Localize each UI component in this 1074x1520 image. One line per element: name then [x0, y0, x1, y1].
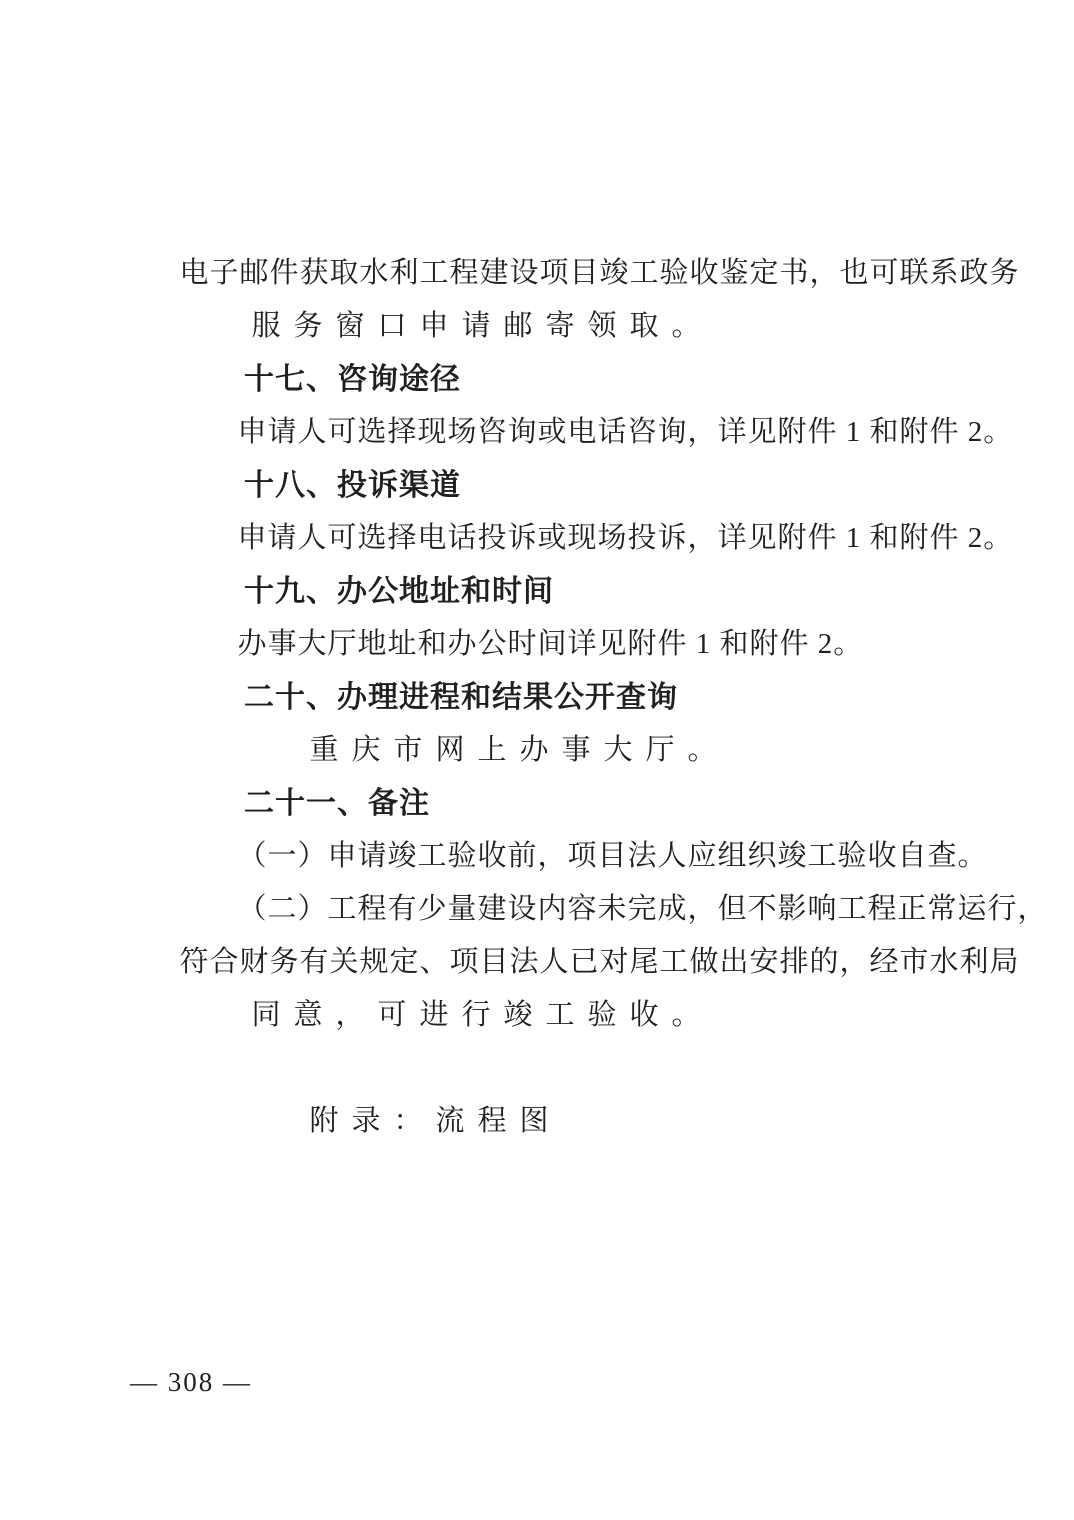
text-line-content: 同意，可进行竣工验收。 [251, 999, 714, 1031]
document-body [130, 194, 1048, 1137]
text-line-content: 二十一、备注 [244, 787, 431, 820]
text-line-content: 办事大厅地址和办公时间详见附件 1 和附件 2。 [237, 628, 864, 660]
page-number: — 308 — [130, 1367, 252, 1397]
text-line-content: 符合财务有关规定、项目法人已对尾工做出安排的，经市水利局 [179, 946, 1020, 978]
text-line-content: 十七、咨询途径 [244, 363, 462, 396]
text-line [130, 194, 1020, 289]
text-line-content: 十九、办公地址和时间 [244, 575, 555, 608]
text-line-content: 电子邮件获取水利工程建设项目竣工验收鉴定书，也可联系政务 [179, 257, 1020, 289]
text-line [130, 1042, 990, 1137]
text-line-content: 申请人可选择电话投诉或现场投诉，详见附件 1 和附件 2。 [237, 522, 1014, 554]
text-line-content: 二十、办理进程和结果公开查询 [244, 681, 679, 714]
text-line-content: 重庆市网上办事大厅。 [309, 734, 730, 766]
text-line-content: 附录：流程图 [309, 1105, 562, 1137]
text-line-content: 申请人可选择现场咨询或电话咨询，详见附件 1 和附件 2。 [237, 416, 1014, 448]
text-line-content: 服务窗口申请邮寄领取。 [251, 310, 714, 342]
text-line-content: 十八、投诉渠道 [244, 469, 462, 502]
text-line-content: （一）申请竣工验收前，项目法人应组织竣工验收自查。 [237, 840, 988, 872]
text-line-content: （二）工程有少量建设内容未完成，但不影响工程正常运行， [237, 893, 1048, 925]
